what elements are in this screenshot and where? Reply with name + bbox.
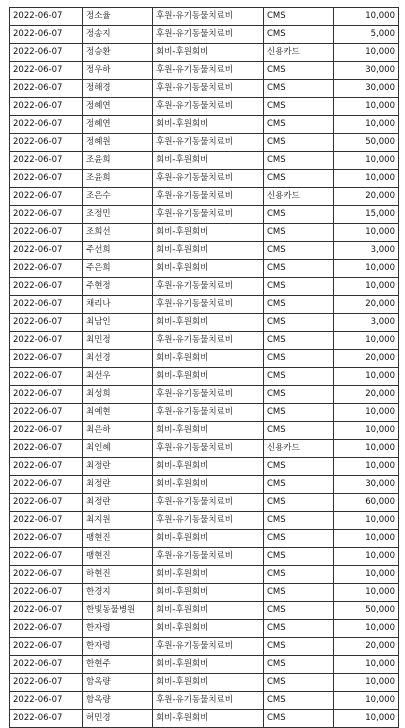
table-row — [10, 458, 399, 476]
cell-donation-type: 후원-유기동물치료비 — [153, 278, 264, 296]
cell-donation-type: 회비-후원회비 — [153, 674, 264, 692]
cell-payment-method: CMS — [264, 476, 334, 494]
cell-amount: 30,000 — [334, 80, 399, 98]
cell-amount: 10,000 — [334, 692, 399, 710]
cell-date: 2022-06-07 — [10, 674, 83, 692]
cell-amount: 3,000 — [334, 314, 399, 332]
cell-date: 2022-06-07 — [10, 296, 83, 314]
table-row — [10, 512, 399, 530]
cell-payment-method: CMS — [264, 278, 334, 296]
cell-payment-method: CMS — [264, 548, 334, 566]
cell-donor-name: 함옥량 — [83, 692, 153, 710]
cell-payment-method: CMS — [264, 674, 334, 692]
cell-amount: 50,000 — [334, 134, 399, 152]
cell-amount: 10,000 — [334, 332, 399, 350]
cell-amount: 5,000 — [334, 26, 399, 44]
cell-date: 2022-06-07 — [10, 116, 83, 134]
cell-date: 2022-06-07 — [10, 350, 83, 368]
table-row — [10, 548, 399, 566]
cell-date: 2022-06-07 — [10, 278, 83, 296]
cell-donation-type: 회비-후원회비 — [153, 350, 264, 368]
cell-donation-type: 회비-후원회비 — [153, 710, 264, 728]
cell-donor-name: 주선희 — [83, 242, 153, 260]
table-row — [10, 422, 399, 440]
cell-date: 2022-06-07 — [10, 332, 83, 350]
table-row — [10, 404, 399, 422]
cell-date: 2022-06-07 — [10, 80, 83, 98]
cell-amount: 10,000 — [334, 260, 399, 278]
cell-donor-name: 한자령 — [83, 638, 153, 656]
table-row — [10, 8, 399, 26]
cell-donor-name: 하현진 — [83, 566, 153, 584]
cell-date: 2022-06-07 — [10, 656, 83, 674]
cell-amount: 10,000 — [334, 530, 399, 548]
cell-donor-name: 최남인 — [83, 314, 153, 332]
cell-donation-type: 후원-유기동물치료비 — [153, 206, 264, 224]
table-row — [10, 566, 399, 584]
table-row — [10, 584, 399, 602]
cell-payment-method: CMS — [264, 566, 334, 584]
cell-donation-type: 후원-유기동물치료비 — [153, 692, 264, 710]
cell-payment-method: CMS — [264, 170, 334, 188]
cell-payment-method: CMS — [264, 512, 334, 530]
cell-donor-name: 정송지 — [83, 26, 153, 44]
cell-donor-name: 최정란 — [83, 458, 153, 476]
cell-payment-method: CMS — [264, 8, 334, 26]
cell-date: 2022-06-07 — [10, 260, 83, 278]
cell-donor-name: 함옥량 — [83, 674, 153, 692]
cell-amount: 20,000 — [334, 296, 399, 314]
cell-donation-type: 후원-유기동물치료비 — [153, 296, 264, 314]
cell-date: 2022-06-07 — [10, 188, 83, 206]
cell-payment-method: CMS — [264, 368, 334, 386]
cell-date: 2022-06-07 — [10, 242, 83, 260]
table-row — [10, 674, 399, 692]
table-row — [10, 260, 399, 278]
cell-donation-type: 후원-유기동물치료비 — [153, 170, 264, 188]
cell-amount: 10,000 — [334, 44, 399, 62]
cell-donor-name: 주은희 — [83, 260, 153, 278]
cell-amount: 10,000 — [334, 98, 399, 116]
cell-donor-name: 조희선 — [83, 224, 153, 242]
cell-donor-name: 조윤희 — [83, 152, 153, 170]
cell-donation-type: 회비-후원회비 — [153, 314, 264, 332]
cell-amount: 3,000 — [334, 242, 399, 260]
cell-amount: 10,000 — [334, 458, 399, 476]
table-row — [10, 188, 399, 206]
cell-donor-name: 정해경 — [83, 80, 153, 98]
cell-donation-type: 회비-후원회비 — [153, 242, 264, 260]
cell-payment-method: CMS — [264, 350, 334, 368]
cell-donation-type: 회비-후원회비 — [153, 224, 264, 242]
cell-date: 2022-06-07 — [10, 476, 83, 494]
cell-donation-type: 회비-후원회비 — [153, 530, 264, 548]
cell-payment-method: CMS — [264, 404, 334, 422]
cell-donation-type: 회비-후원회비 — [153, 566, 264, 584]
table-row — [10, 224, 399, 242]
cell-payment-method: CMS — [264, 296, 334, 314]
cell-date: 2022-06-07 — [10, 494, 83, 512]
cell-donation-type: 후원-유기동물치료비 — [153, 512, 264, 530]
cell-donation-type: 회비-후원회비 — [153, 368, 264, 386]
cell-donation-type: 후원-유기동물치료비 — [153, 134, 264, 152]
cell-payment-method: CMS — [264, 638, 334, 656]
table-row — [10, 296, 399, 314]
cell-donor-name: 팽현진 — [83, 530, 153, 548]
table-row — [10, 332, 399, 350]
table-row — [10, 638, 399, 656]
cell-payment-method: CMS — [264, 98, 334, 116]
cell-donor-name: 팽현진 — [83, 548, 153, 566]
cell-amount: 10,000 — [334, 368, 399, 386]
cell-amount: 15,000 — [334, 206, 399, 224]
cell-donor-name: 한자령 — [83, 620, 153, 638]
cell-amount: 10,000 — [334, 548, 399, 566]
donation-table-body — [10, 8, 399, 728]
cell-donor-name: 주현정 — [83, 278, 153, 296]
cell-amount: 60,000 — [334, 494, 399, 512]
cell-donation-type: 회비-후원회비 — [153, 584, 264, 602]
cell-amount: 10,000 — [334, 422, 399, 440]
cell-date: 2022-06-07 — [10, 206, 83, 224]
cell-date: 2022-06-07 — [10, 548, 83, 566]
table-row — [10, 350, 399, 368]
table-row — [10, 494, 399, 512]
cell-donation-type: 회비-후원회비 — [153, 152, 264, 170]
cell-payment-method: CMS — [264, 620, 334, 638]
cell-date: 2022-06-07 — [10, 44, 83, 62]
table-row — [10, 44, 399, 62]
cell-date: 2022-06-07 — [10, 602, 83, 620]
cell-date: 2022-06-07 — [10, 26, 83, 44]
table-row — [10, 26, 399, 44]
cell-amount: 10,000 — [334, 620, 399, 638]
cell-donor-name: 정혜연 — [83, 98, 153, 116]
cell-payment-method: CMS — [264, 710, 334, 728]
cell-donor-name: 최정란 — [83, 476, 153, 494]
cell-date: 2022-06-07 — [10, 98, 83, 116]
table-row — [10, 242, 399, 260]
cell-donor-name: 정우하 — [83, 62, 153, 80]
cell-date: 2022-06-07 — [10, 638, 83, 656]
table-row — [10, 656, 399, 674]
cell-donor-name: 최민정 — [83, 332, 153, 350]
cell-amount: 20,000 — [334, 188, 399, 206]
cell-payment-method: CMS — [264, 152, 334, 170]
table-row — [10, 80, 399, 98]
table-row — [10, 98, 399, 116]
cell-payment-method: CMS — [264, 602, 334, 620]
cell-payment-method: CMS — [264, 584, 334, 602]
cell-amount: 20,000 — [334, 386, 399, 404]
cell-date: 2022-06-07 — [10, 368, 83, 386]
cell-donation-type: 후원-유기동물치료비 — [153, 26, 264, 44]
donation-ledger — [9, 7, 399, 728]
table-row — [10, 278, 399, 296]
cell-payment-method: CMS — [264, 494, 334, 512]
cell-amount: 10,000 — [334, 656, 399, 674]
cell-amount: 30,000 — [334, 62, 399, 80]
table-row — [10, 620, 399, 638]
cell-date: 2022-06-07 — [10, 440, 83, 458]
cell-donation-type: 회비-후원회비 — [153, 602, 264, 620]
cell-amount: 20,000 — [334, 638, 399, 656]
cell-donor-name: 정혜원 — [83, 134, 153, 152]
cell-donation-type: 후원-유기동물치료비 — [153, 440, 264, 458]
cell-payment-method: CMS — [264, 242, 334, 260]
cell-amount: 20,000 — [334, 350, 399, 368]
cell-amount: 10,000 — [334, 404, 399, 422]
cell-date: 2022-06-07 — [10, 62, 83, 80]
cell-date: 2022-06-07 — [10, 8, 83, 26]
cell-donor-name: 정소율 — [83, 8, 153, 26]
table-row — [10, 134, 399, 152]
cell-donor-name: 최선경 — [83, 350, 153, 368]
cell-donor-name: 최지원 — [83, 512, 153, 530]
cell-payment-method: CMS — [264, 62, 334, 80]
cell-date: 2022-06-07 — [10, 386, 83, 404]
cell-donor-name: 허민경 — [83, 710, 153, 728]
table-row — [10, 116, 399, 134]
cell-date: 2022-06-07 — [10, 566, 83, 584]
cell-payment-method: 신용카드 — [264, 440, 334, 458]
cell-payment-method: CMS — [264, 260, 334, 278]
cell-payment-method: CMS — [264, 80, 334, 98]
cell-amount: 10,000 — [334, 224, 399, 242]
cell-amount: 10,000 — [334, 710, 399, 728]
table-row — [10, 62, 399, 80]
cell-payment-method: CMS — [264, 332, 334, 350]
cell-date: 2022-06-07 — [10, 458, 83, 476]
cell-donation-type: 회비-후원회비 — [153, 422, 264, 440]
cell-amount: 10,000 — [334, 152, 399, 170]
table-row — [10, 440, 399, 458]
table-row — [10, 530, 399, 548]
cell-date: 2022-06-07 — [10, 314, 83, 332]
cell-donor-name: 최은하 — [83, 422, 153, 440]
cell-donation-type: 후원-유기동물치료비 — [153, 638, 264, 656]
table-row — [10, 692, 399, 710]
cell-donation-type: 후원-유기동물치료비 — [153, 494, 264, 512]
cell-payment-method: CMS — [264, 314, 334, 332]
cell-payment-method: CMS — [264, 422, 334, 440]
cell-date: 2022-06-07 — [10, 152, 83, 170]
cell-date: 2022-06-07 — [10, 584, 83, 602]
cell-donor-name: 정승환 — [83, 44, 153, 62]
cell-donation-type: 회비-후원회비 — [153, 476, 264, 494]
cell-date: 2022-06-07 — [10, 422, 83, 440]
cell-date: 2022-06-07 — [10, 620, 83, 638]
cell-amount: 50,000 — [334, 602, 399, 620]
cell-payment-method: CMS — [264, 224, 334, 242]
table-row — [10, 386, 399, 404]
cell-amount: 10,000 — [334, 116, 399, 134]
donation-table — [9, 7, 399, 728]
table-row — [10, 314, 399, 332]
cell-amount: 10,000 — [334, 566, 399, 584]
cell-donor-name: 한현주 — [83, 656, 153, 674]
cell-donor-name: 최정란 — [83, 494, 153, 512]
cell-donation-type: 후원-유기동물치료비 — [153, 548, 264, 566]
cell-donor-name: 정혜연 — [83, 116, 153, 134]
cell-date: 2022-06-07 — [10, 512, 83, 530]
cell-date: 2022-06-07 — [10, 692, 83, 710]
cell-donor-name: 최인혜 — [83, 440, 153, 458]
cell-payment-method: CMS — [264, 458, 334, 476]
cell-payment-method: 신용카드 — [264, 44, 334, 62]
cell-donor-name: 최성희 — [83, 386, 153, 404]
table-row — [10, 206, 399, 224]
cell-donation-type: 후원-유기동물치료비 — [153, 188, 264, 206]
cell-amount: 10,000 — [334, 440, 399, 458]
cell-donor-name: 채리나 — [83, 296, 153, 314]
cell-amount: 30,000 — [334, 476, 399, 494]
cell-amount: 10,000 — [334, 512, 399, 530]
cell-date: 2022-06-07 — [10, 134, 83, 152]
cell-donor-name: 조정민 — [83, 206, 153, 224]
cell-date: 2022-06-07 — [10, 710, 83, 728]
table-row — [10, 368, 399, 386]
cell-donation-type: 회비-후원회비 — [153, 656, 264, 674]
cell-date: 2022-06-07 — [10, 224, 83, 242]
cell-payment-method: CMS — [264, 134, 334, 152]
cell-payment-method: 신용카드 — [264, 188, 334, 206]
cell-donation-type: 후원-유기동물치료비 — [153, 386, 264, 404]
cell-donor-name: 조윤희 — [83, 170, 153, 188]
cell-donation-type: 회비-후원회비 — [153, 260, 264, 278]
cell-donation-type: 회비-후원회비 — [153, 116, 264, 134]
cell-donation-type: 회비-후원회비 — [153, 620, 264, 638]
cell-donation-type: 후원-유기동물치료비 — [153, 404, 264, 422]
cell-amount: 10,000 — [334, 674, 399, 692]
cell-payment-method: CMS — [264, 26, 334, 44]
table-row — [10, 602, 399, 620]
cell-donation-type: 회비-후원회비 — [153, 458, 264, 476]
cell-date: 2022-06-07 — [10, 170, 83, 188]
cell-donation-type: 후원-유기동물치료비 — [153, 332, 264, 350]
cell-donor-name: 한빛동물병원 — [83, 602, 153, 620]
cell-donation-type: 회비-후원회비 — [153, 44, 264, 62]
cell-payment-method: CMS — [264, 692, 334, 710]
cell-donor-name: 최선우 — [83, 368, 153, 386]
table-row — [10, 170, 399, 188]
cell-payment-method: CMS — [264, 206, 334, 224]
cell-donor-name: 한경지 — [83, 584, 153, 602]
cell-payment-method: CMS — [264, 530, 334, 548]
cell-donation-type: 후원-유기동물치료비 — [153, 8, 264, 26]
table-row — [10, 476, 399, 494]
cell-date: 2022-06-07 — [10, 404, 83, 422]
cell-amount: 10,000 — [334, 170, 399, 188]
cell-payment-method: CMS — [264, 116, 334, 134]
cell-amount: 10,000 — [334, 584, 399, 602]
cell-donation-type: 후원-유기동물치료비 — [153, 80, 264, 98]
table-row — [10, 152, 399, 170]
cell-payment-method: CMS — [264, 386, 334, 404]
table-row — [10, 710, 399, 728]
cell-donor-name: 최예현 — [83, 404, 153, 422]
cell-donor-name: 조은수 — [83, 188, 153, 206]
cell-date: 2022-06-07 — [10, 530, 83, 548]
cell-payment-method: CMS — [264, 656, 334, 674]
cell-donation-type: 후원-유기동물치료비 — [153, 62, 264, 80]
cell-donation-type: 후원-유기동물치료비 — [153, 98, 264, 116]
cell-amount: 10,000 — [334, 278, 399, 296]
cell-amount: 10,000 — [334, 8, 399, 26]
